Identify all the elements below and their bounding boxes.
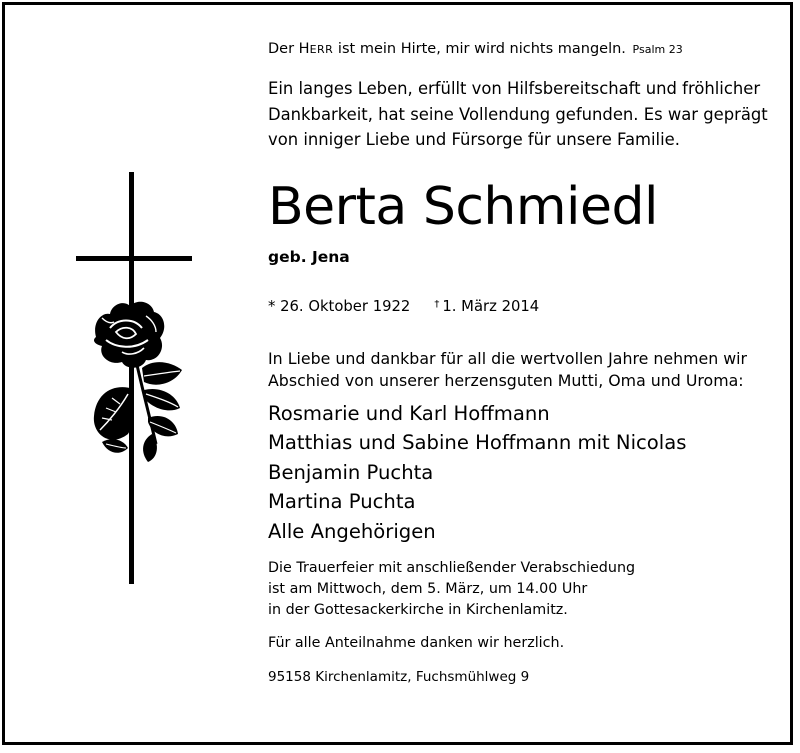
- dagger-icon: †: [434, 298, 440, 310]
- mourners-list: [268, 399, 788, 547]
- psalm-quote: Der HERR ist mein Hirte, mir wird nichts mangeln. Psalm 23: [268, 41, 683, 57]
- mourner-item: Alle Angehörigen: [268, 519, 436, 543]
- mourner-item: Benjamin Puchta: [268, 460, 434, 484]
- thanks-line: Für alle Anteilnahme danken wir herzlich.: [268, 635, 565, 651]
- death-date: † 1. März 2014: [434, 297, 540, 315]
- address-line: 95158 Kirchenlamitz, Fuchsmühlweg 9: [268, 669, 530, 685]
- cross-icon: [72, 172, 196, 584]
- cross-with-rose: [72, 172, 196, 584]
- mourner-item: Martina Puchta: [268, 490, 416, 513]
- mourner-item: Matthias und Sabine Hoffmann mit Nicolas: [268, 431, 687, 454]
- obituary-text: [268, 38, 788, 687]
- rose-icon: [94, 302, 182, 462]
- farewell-paragraph: In Liebe und dankbar für all die wertvollen Jahre nehmen wir Abschied von unserer herzensguten Mutti, Oma und Uroma:: [268, 348, 748, 390]
- birth-date: * 26. Oktober 1922: [268, 297, 411, 315]
- mourner-item: Rosmarie und Karl Hoffmann: [268, 401, 550, 425]
- ceremony-info: Die Trauerfeier mit anschließender Verabschiedung ist am Mittwoch, dem 5. März, um 14.00 Uhr in der Gottesackerkirche in Kirchenlamitz.: [268, 560, 636, 618]
- intro-paragraph: Ein langes Leben, erfüllt von Hilfsbereitschaft und fröhlicher Dankbarkeit, hat seine Vollendung gefunden. Es war geprägt von inniger Liebe und Fürsorge für unsere Familie.: [268, 79, 768, 149]
- psalm-reference: Psalm 23: [632, 43, 683, 56]
- maiden-name: geb. Jena: [268, 247, 350, 266]
- life-dates: [268, 294, 788, 318]
- deceased-name: Berta Schmiedl: [268, 176, 658, 237]
